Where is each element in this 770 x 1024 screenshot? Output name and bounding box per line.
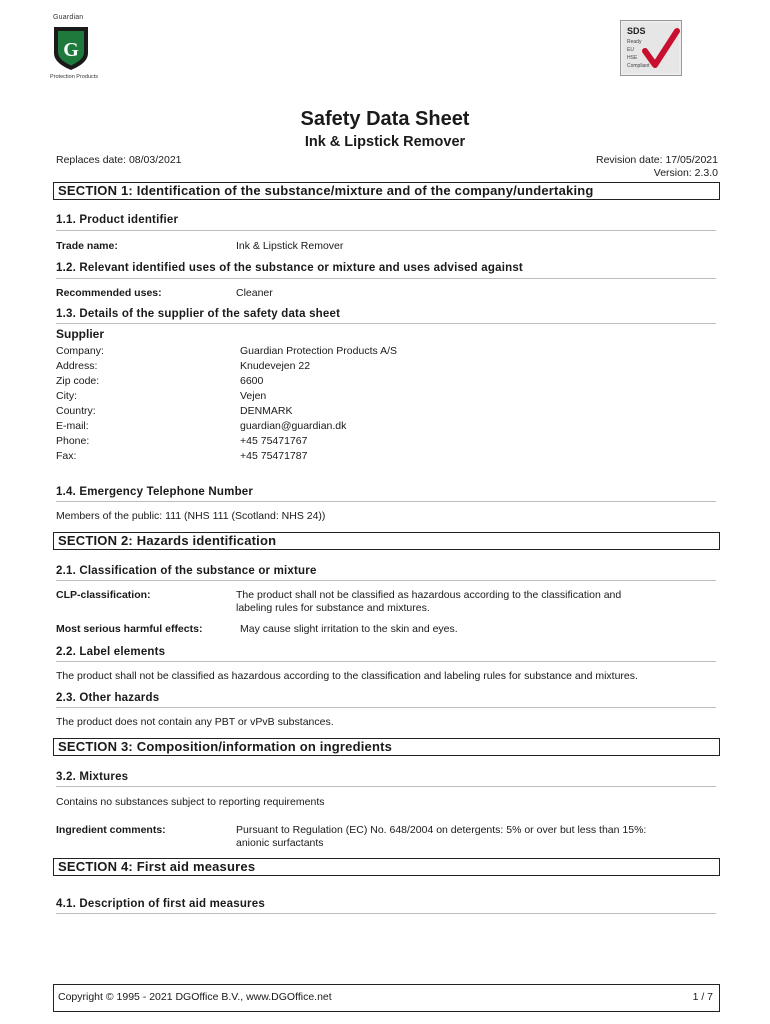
version: Version: 2.3.0 [653,167,718,179]
revision-date: Revision date: 17/05/2021 [595,154,718,166]
svg-text:SDS: SDS [627,26,646,36]
supplier-email-link[interactable]: guardian@guardian.dk [240,420,347,432]
divider [56,913,716,914]
supplier-heading: Supplier [56,327,105,341]
supplier-label: Phone: [56,435,90,447]
heading-2-3: 2.3. Other hazards [56,692,160,704]
clp-line: labeling rules for substance and mixtures. [236,602,430,614]
heading-3-2: 3.2. Mixtures [56,771,129,783]
harmful-effects-value: May cause slight irritation to the skin and eyes. [240,623,458,635]
supplier-value: +45 75471787 [240,450,308,462]
supplier-row [56,420,456,435]
section-4-header [53,858,720,876]
ingredient-line: anionic surfactants [236,837,324,849]
section-2-header [53,532,720,550]
supplier-row [56,450,456,465]
ingredient-comments-label: Ingredient comments: [56,824,166,836]
heading-2-2: 2.2. Label elements [56,646,166,658]
supplier-label: E-mail: [56,420,89,432]
recommended-uses-label: Recommended uses: [56,287,162,299]
divider [56,707,716,708]
logo-tagline: Protection Products [50,74,98,80]
ingredient-line: Pursuant to Regulation (EC) No. 648/2004 on detergents: 5% or over but less than 15%: [236,824,647,836]
replaces-date: Replaces date: 08/03/2021 [56,154,182,166]
svg-text:G: G [63,39,79,61]
product-name: Ink & Lipstick Remover [304,134,466,150]
sds-badge [620,20,682,76]
divider [56,323,716,324]
page-title: Safety Data Sheet [300,108,470,130]
recommended-uses-value: Cleaner [236,287,273,299]
supplier-value: +45 75471767 [240,435,308,447]
other-hazards-text: The product does not contain any PBT or vPvB substances. [56,716,334,728]
svg-text:EU: EU [627,47,634,53]
heading-1-2: 1.2. Relevant identified uses of the substance or mixture and uses advised against [56,262,523,274]
heading-1-3: 1.3. Details of the supplier of the safety data sheet [56,308,341,320]
divider [56,278,716,279]
emergency-phone-text: Members of the public: 111 (NHS 111 (Scotland: NHS 24)) [56,510,326,522]
clp-classification-label: CLP-classification: [56,589,151,601]
ingredient-comments-value [236,824,646,850]
section-1-header [53,182,720,200]
logo-wordmark: Guardian [53,14,84,21]
supplier-label: Zip code: [56,375,100,387]
heading-1-4: 1.4. Emergency Telephone Number [56,486,254,498]
clp-line: The product shall not be classified as hazardous according to the classification and [236,589,622,601]
heading-2-1: 2.1. Classification of the substance or mixture [56,565,317,577]
section-1-title: SECTION 1: Identification of the substance/mixture and of the company/undertaking [58,183,594,198]
supplier-value: 6600 [240,375,264,387]
section-4-title: SECTION 4: First aid measures [58,859,256,874]
svg-text:Compliant: Compliant [627,63,650,69]
company-logo [50,14,96,80]
supplier-row [56,360,456,375]
divider [56,786,716,787]
svg-text:HSE: HSE [627,55,638,61]
trade-name-value: Ink & Lipstick Remover [236,240,344,252]
section-3-header [53,738,720,756]
supplier-value: DENMARK [240,405,293,417]
supplier-row [56,345,456,360]
svg-text:Ready: Ready [627,39,642,45]
supplier-row [56,435,456,450]
page-footer [53,984,720,1012]
sds-check-badge-icon [621,21,681,75]
revision-info [596,154,718,180]
page-number: 1 / 7 [692,991,713,1003]
supplier-row [56,405,456,420]
divider [56,661,716,662]
section-3-title: SECTION 3: Composition/information on ingredients [58,739,393,754]
divider [56,501,716,502]
supplier-row [56,375,456,390]
mixtures-text: Contains no substances subject to reporting requirements [56,796,325,808]
label-elements-text: The product shall not be classified as hazardous according to the classification and labeling rules for substance and mixtures. [56,670,638,682]
divider [56,580,716,581]
section-2-title: SECTION 2: Hazards identification [58,533,277,548]
clp-classification-value [236,589,621,615]
supplier-table [56,345,456,465]
supplier-label: Country: [56,405,96,417]
divider [56,230,716,231]
harmful-effects-label: Most serious harmful effects: [56,623,203,635]
supplier-row [56,390,456,405]
supplier-value: Guardian Protection Products A/S [240,345,398,357]
supplier-label: Fax: [56,450,77,462]
guardian-shield-icon [52,25,90,71]
supplier-value: Knudevejen 22 [240,360,311,372]
heading-4-1: 4.1. Description of first aid measures [56,898,265,910]
supplier-label: City: [56,390,77,402]
supplier-label: Address: [56,360,98,372]
supplier-label: Company: [56,345,104,357]
supplier-value: Vejen [240,390,267,402]
copyright-text: Copyright © 1995 - 2021 DGOffice B.V., www.DGOffice.net [58,991,332,1003]
heading-1-1: 1.1. Product identifier [56,214,179,226]
trade-name-label: Trade name: [56,240,118,252]
